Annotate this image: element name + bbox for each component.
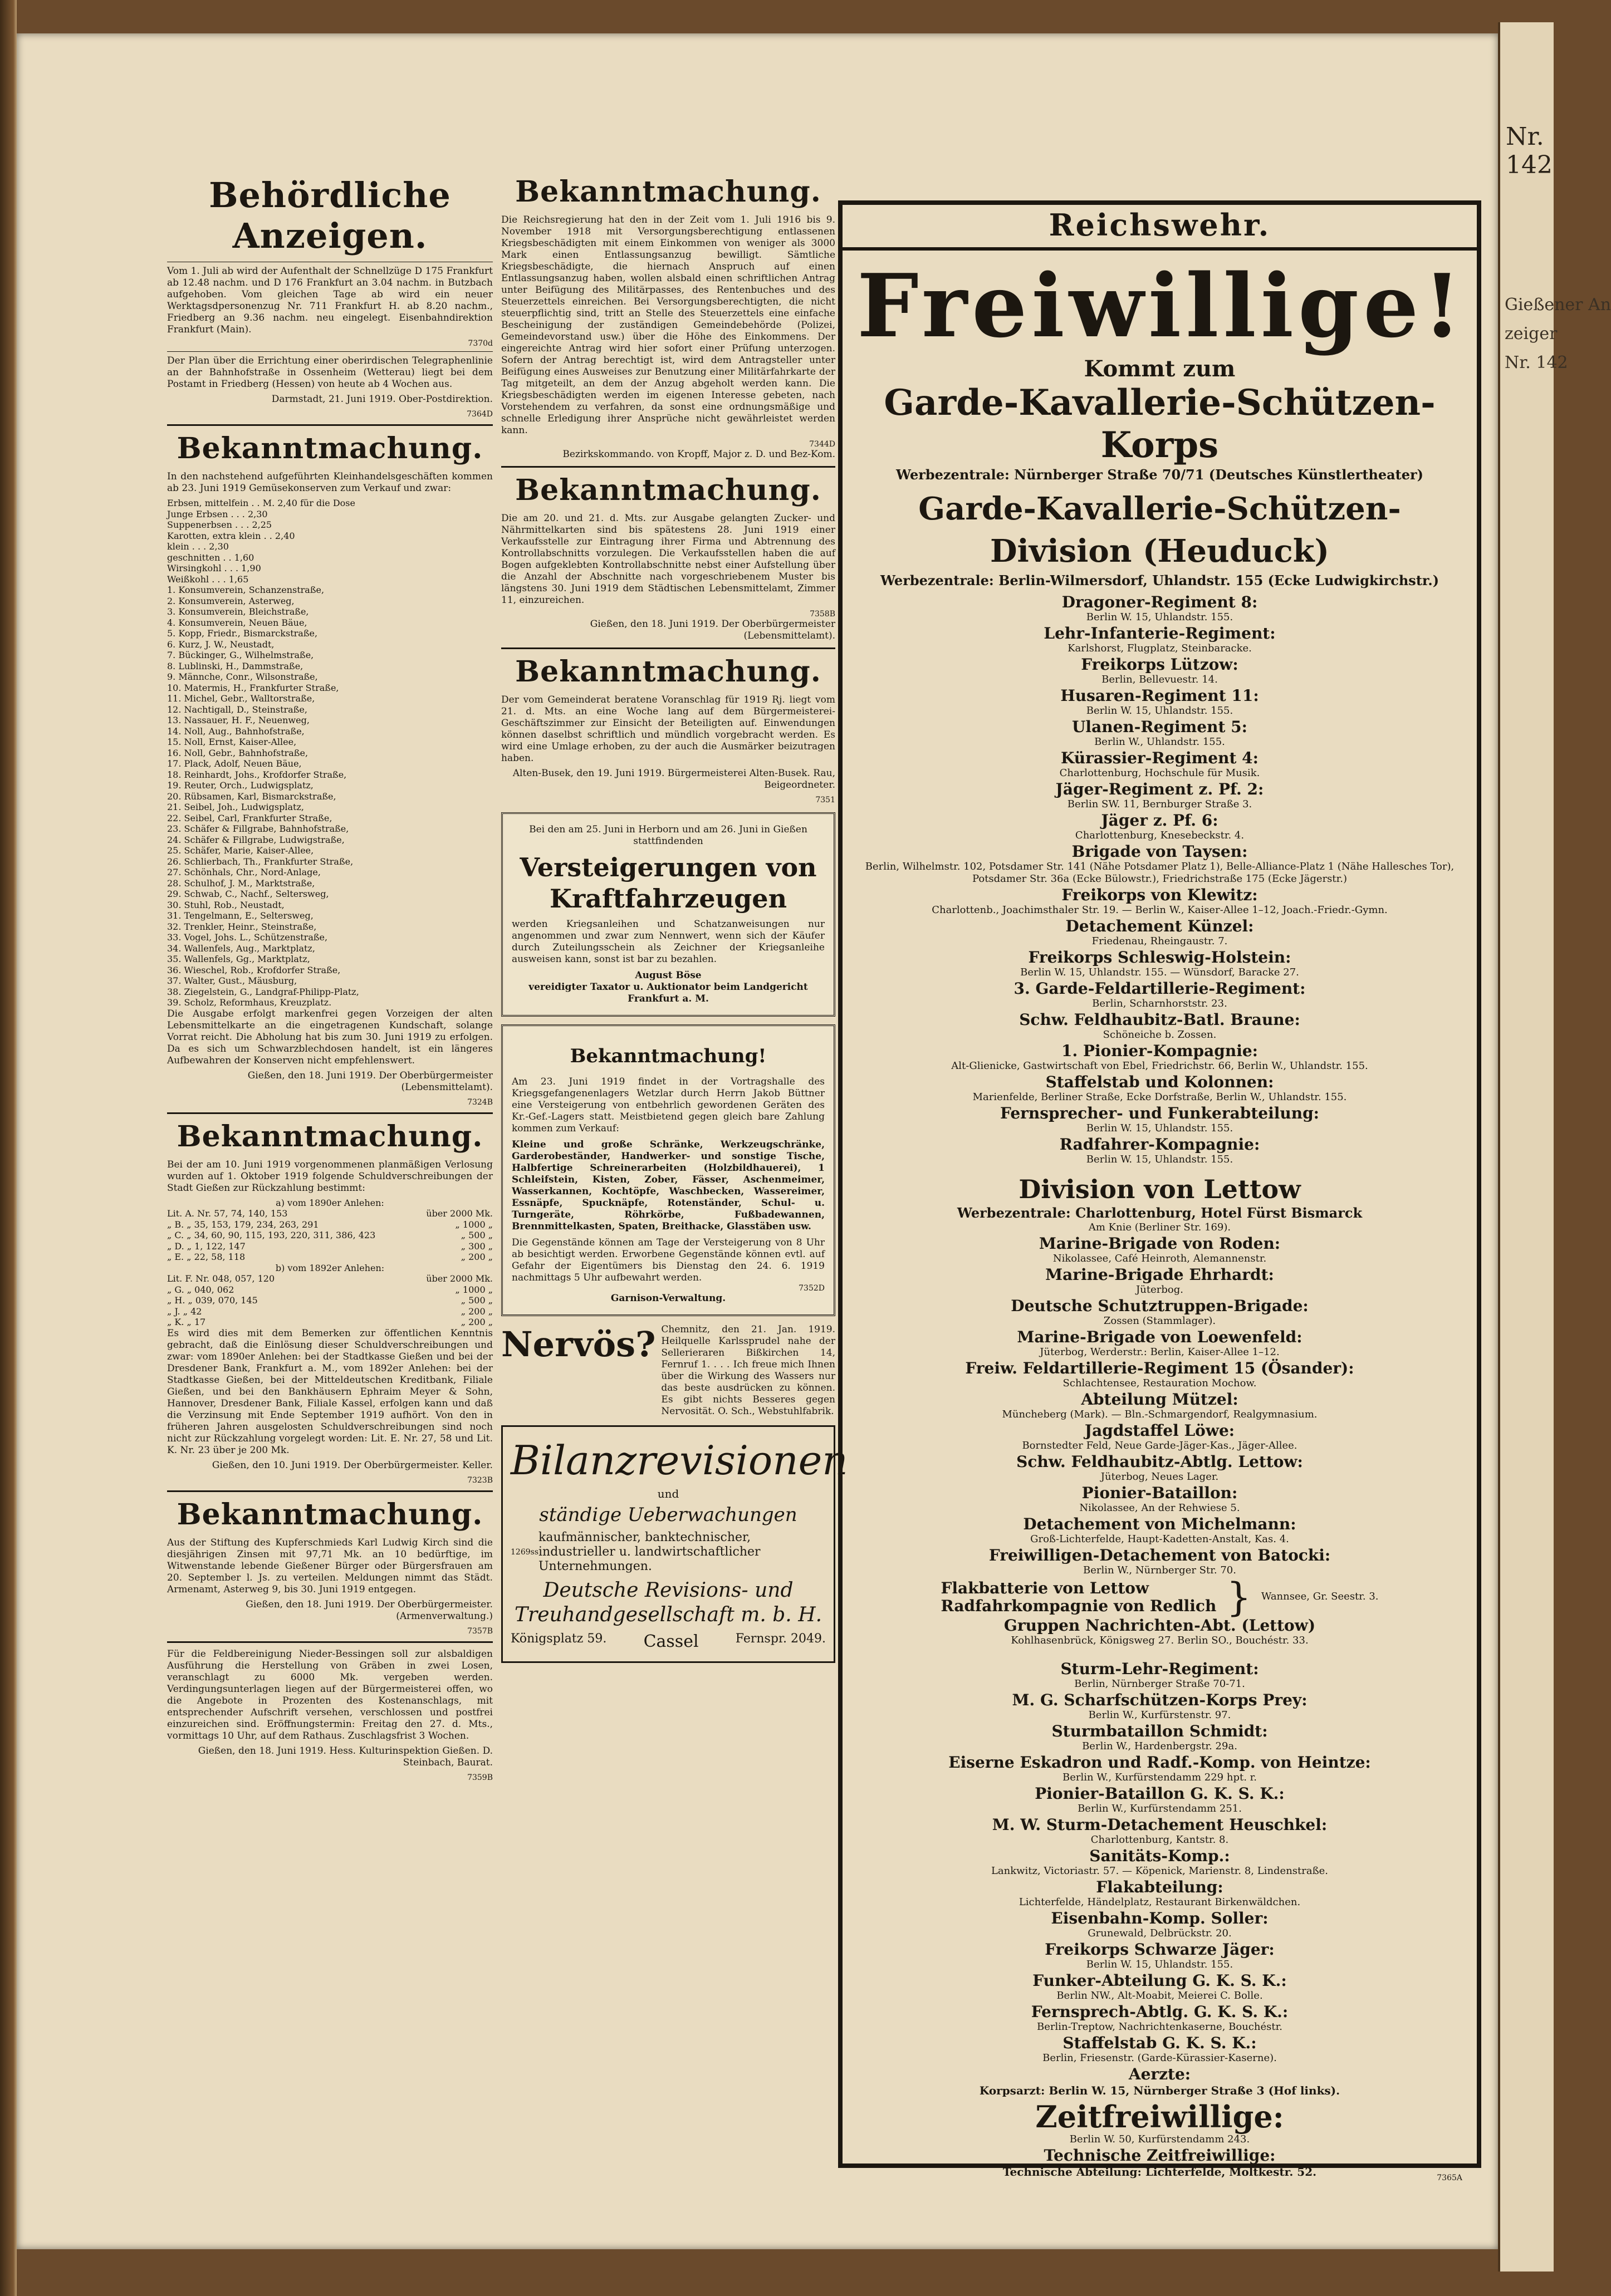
unit-address: Berlin, Friesenstr. (Garde-Kürassier-Kaserne). [1042, 2052, 1277, 2064]
unit-name: Freikorps von Klewitz: [1061, 886, 1258, 904]
reichswehr-advert [838, 200, 1481, 2182]
bond-row [167, 1230, 493, 1241]
book-binding [0, 0, 17, 2296]
unit-name: Funker-Abteilung G. K. S. K.: [1032, 1971, 1287, 1990]
notice-telegraph: Der Plan über die Errichtung einer oberirdischen Telegraphenlinie an der Bahnhofstraße in Ossenheim (Wetterau) liegt bei dem Postamt in Friedberg (Hessen) von heute ab 4 Wochen aus. [167, 355, 493, 390]
unit-name: Radfahrer-Kompagnie: [1059, 1135, 1260, 1154]
shop-row: 33. Vogel, Johs. L., Schützenstraße, [167, 932, 328, 943]
unit-address: Charlottenb., Joachimsthaler Str. 19. — Berlin W., Kaiser-Allee 1–12, Joach.-Friedr.-Gymn. [932, 904, 1388, 916]
unit-name: Marine-Brigade Ehrhardt: [1045, 1265, 1274, 1284]
product-row: Suppenerbsen . . . 2,25 [167, 519, 272, 530]
bond-value: „ 500 „ [461, 1295, 493, 1306]
shop-row: 17. Plack, Adolf, Neuen Bäue, [167, 758, 302, 769]
unit-name: Freiwilligen-Detachement von Batocki: [988, 1546, 1331, 1564]
unit-name: Deutsche Schutztruppen-Brigade: [1011, 1297, 1309, 1315]
signature: Gießen, den 18. Juni 1919. Der Oberbürgermeister (Lebensmittelamt). [590, 619, 835, 641]
shop-row: 25. Schäfer, Marie, Kaiser-Allee, [167, 845, 314, 856]
advert-title: Bekanntmachung! [570, 1045, 767, 1067]
bond-numbers: Lit. A. Nr. 57, 74, 140, 153 [167, 1208, 288, 1219]
product-row: Erbsen, mittelfein . . M. 2,40 für die Dose [167, 498, 355, 508]
advert-address: Königsplatz 59. [511, 1632, 607, 1646]
signature: Gießen, den 18. Juni 1919. Hess. Kulturinspektion Gießen. D. Steinbach, Baurat. [198, 1745, 493, 1768]
unit-address: Berlin, Nürnberger Straße 70-71. [1074, 1678, 1245, 1690]
product-row: Wirsingkohl . . . 1,90 [167, 563, 261, 573]
bond-numbers: „ D. „ 1, 122, 147 [167, 1240, 246, 1252]
bond-row [167, 1273, 493, 1284]
bond-numbers: „ J. „ 42 [167, 1306, 202, 1317]
shop-row: 13. Nassauer, H. F., Neuenweg, [167, 715, 310, 725]
unit-address: Jüterbog, Neues Lager. [1100, 1471, 1219, 1483]
notice-text: Bei der am 10. Juni 1919 vorgenommenen planmäßigen Verlosung wurden auf 1. Oktober 1919 folgende Schuldverschreibungen der Stadt Gießen zur Rückzahlung bestimmt: [167, 1159, 493, 1194]
unit-name: Technische Zeitfreiwillige: [1044, 2146, 1276, 2165]
unit-address: Berlin W., Kurfürstendamm 251. [1078, 1803, 1242, 1814]
unit-name: Ulanen-Regiment 5: [1072, 718, 1247, 736]
unit-address: Berlin W., Kurfürstendamm 229 hpt. r. [1062, 1772, 1257, 1783]
bond-row [167, 1252, 493, 1263]
advert-subtitle: ständige Ueberwachungen [539, 1504, 797, 1526]
recruiting-center: Werbezentrale: Nürnberger Straße 70/71 (Deutsches Künstlertheater) [895, 467, 1424, 483]
unit-address: Berlin SW. 11, Bernburger Straße 3. [1067, 798, 1252, 810]
shop-row: 19. Reuter, Orch., Ludwigsplatz, [167, 780, 314, 791]
unit-name: Fernsprech-Abtlg. G. K. S. K.: [1031, 2003, 1289, 2021]
advert-body: werden Kriegsanleihen und Schatzanweisungen nur angenommen und zwar zum Nennwert, wenn sich der Käufer durch Zuteilungsschein als Zeichner der Kriegsanleihe ausweisen kann, sonst ist bar zu bezahlen. [512, 919, 825, 965]
unit-address: Schlachtensee, Restauration Mochow. [1062, 1377, 1257, 1389]
unit-address: Technische Abteilung: Lichterfelde, Moltkestr. 52. [1002, 2165, 1317, 2179]
divider [167, 1490, 493, 1492]
unit-address: Berlin W. 15, Uhlandstr. 155. [1086, 705, 1233, 717]
advert-title: Nervös? [501, 1324, 656, 1365]
brace-icon: } [1226, 1574, 1251, 1620]
signature: Gießen, den 18. Juni 1919. Der Oberbürgermeister. (Armenverwaltung.) [246, 1598, 493, 1622]
shop-row: 2. Konsumverein, Asterweg, [167, 595, 295, 606]
bond-numbers: Lit. F. Nr. 048, 057, 120 [167, 1273, 275, 1284]
bond-list [167, 1273, 493, 1328]
heading-bekanntmachung: Bekanntmachung. [177, 1497, 483, 1532]
code: 7344D [809, 440, 835, 449]
advert-kommt: Kommt zum [1084, 356, 1236, 382]
unit-name: Eisenbahn-Komp. Soller: [1051, 1909, 1269, 1927]
unit-address: Groß-Lichterfelde, Haupt-Kadetten-Anstalt, Kas. 4. [1030, 1533, 1289, 1545]
shop-row: 22. Seibel, Carl, Frankfurter Straße, [167, 812, 332, 823]
signature: Gießen, den 18. Juni 1919. Der Oberbürgermeister (Lebensmittelamt). [247, 1069, 493, 1093]
column-left [167, 173, 493, 1782]
unit-name: Husaren-Regiment 11: [1060, 686, 1259, 705]
unit-address: Lichterfelde, Händelplatz, Restaurant Birkenwäldchen. [1018, 1896, 1301, 1908]
bond-value: „ 200 „ [461, 1306, 493, 1317]
code: 7358B [810, 610, 835, 619]
bond-numbers: „ B. „ 35, 153, 179, 234, 263, 291 [167, 1219, 319, 1230]
unit-name: Staffelstab G. K. S. K.: [1062, 2034, 1257, 2052]
bond-numbers: „ K. „ 17 [167, 1317, 206, 1327]
bond-numbers: „ C. „ 34, 60, 90, 115, 193, 220, 311, 386, 423 [167, 1230, 376, 1240]
code: 7370d [468, 339, 493, 348]
unit-address: Karlshorst, Flugplatz, Steinbaracke. [1068, 642, 1252, 654]
shop-row: 35. Wallenfels, Gg., Marktplatz, [167, 954, 310, 964]
advert-signature-title: vereidigter Taxator u. Auktionator beim Landgericht Frankfurt a. M. [528, 982, 808, 1004]
edge-text: Nr. 142 [1505, 353, 1568, 372]
unit-name: Sturmbataillon Schmidt: [1051, 1722, 1268, 1740]
unit-address: Zossen (Stammlager). [1103, 1315, 1216, 1327]
unit-address: Charlottenburg, Knesebeckstr. 4. [1075, 830, 1245, 841]
column-middle [501, 173, 848, 1663]
heading-bekanntmachung: Bekanntmachung. [515, 655, 821, 689]
unit-name: Abteilung Mützel: [1081, 1390, 1238, 1409]
advert-title: Reichswehr. [843, 205, 1477, 251]
advert-body: Am 23. Juni 1919 findet in der Vortragshalle des Kriegsgefangenenlagers Wetzlar durch Herrn Jakob Büttner eine Versteigerung von entbehrlich gewordenen Geräten des Kr.-Gef.-Lagers statt. Meistbietend gegen gleich bare Zahlung kommen zum Verkauf: [512, 1076, 825, 1134]
unit-name: Schw. Feldhaubitz-Batl. Braune: [1019, 1010, 1300, 1029]
bond-numbers: „ H. „ 039, 070, 145 [167, 1295, 258, 1306]
unit-address: Berlin W., Nürnberger Str. 70. [1083, 1564, 1236, 1576]
unit-list [857, 1660, 1462, 2064]
shop-row: 4. Konsumverein, Neuen Bäue, [167, 617, 307, 628]
advert-auction-vehicles [501, 812, 835, 1017]
advert-und: und [657, 1487, 679, 1500]
bond-value: über 2000 Mk. [426, 1208, 493, 1219]
bond-value: über 2000 Mk. [426, 1273, 493, 1284]
division-name: Division von Lettow [1018, 1174, 1301, 1204]
unit-address: Berlin, Bellevuestr. 14. [1101, 674, 1218, 685]
heading-bekanntmachung: Bekanntmachung. [515, 473, 821, 507]
advert-items: Kleine und große Schränke, Werkzeugschränke, Garderobeständer, Handwerker- und sonstige Tische, Halbfertige Schreinerarbeiten (Holzbildhauerei), 1 Schleifstein, Kisten, Zober, Fässer, Aschenmeimer, Wasserkannen, Kochtöpfe, Waschbecken, Wassereimer, Essnäpfe, Spucknäpfe, Rotenständer, Schul- u. Turngeräte, Röhrkörbe, Fußbadewannen, Brennmittelkasten, Spaten, Breithacke, Glasstäben usw. [512, 1139, 825, 1232]
bond-row [167, 1295, 493, 1306]
unit-name: Pionier-Bataillon G. K. S. K.: [1035, 1784, 1285, 1803]
unit-name: Marine-Brigade von Loewenfeld: [1017, 1328, 1302, 1346]
notice-text: Die Ausgabe erfolgt markenfrei gegen Vorzeigen der alten Lebensmittelkarte an die eingetragenen Kundschaft, solange Vorrat reicht. Die Abholung hat bis zum 30. Juni 1919 zu erfolgen. Da es sich um Schwarzblechdosen handelt, ist ein längeres Aufbewahren der Konserven nicht empfehlenswert. [167, 1008, 493, 1066]
unit-address: Am Knie (Berliner Str. 169). [1088, 1221, 1231, 1233]
advert-title: Versteigerungen von Kraftfahrzeugen [520, 852, 817, 914]
unit-name: Radfahrkompagnie von Redlich [941, 1597, 1217, 1615]
unit-address: Jüterbog, Werderstr.: Berlin, Kaiser-Allee 1–12. [1040, 1346, 1280, 1358]
unit-name: Flakabteilung: [1096, 1878, 1223, 1896]
unit-address: Berlin W. 50, Kurfürstendamm 243. [1069, 2133, 1250, 2145]
bond-value: „ 1000 „ [455, 1284, 493, 1295]
unit-name: Kürassier-Regiment 4: [1061, 749, 1259, 767]
unit-address: Nikolassee, An der Rehwiese 5. [1079, 1502, 1240, 1514]
product-row: geschnitten . . 1,60 [167, 552, 254, 563]
advert-description: kaufmännischer, banktechnischer, industrieller u. landwirtschaftlicher Unternehmungen. [538, 1530, 761, 1573]
bond-value: „ 300 „ [461, 1240, 493, 1252]
notice-text: Aus der Stiftung des Kupferschmieds Karl Ludwig Kirch sind die diesjährigen Zinsen mit 97,71 Mk. an 10 bedürftige, im Witwenstande lebende Gießener Bürger oder Bürgersfrauen am 20. September l. Js. zu verteilen. Meldungen nimmt das Städt. Armenamt, Asterweg 9, bis 30. Juni 1919 entgegen. [167, 1537, 493, 1595]
code: 7359B [467, 1773, 493, 1782]
shop-row: 14. Noll, Aug., Bahnhofstraße, [167, 725, 305, 737]
shop-row: 23. Schäfer & Fillgrabe, Bahnhofstraße, [167, 823, 349, 834]
divider [167, 1641, 493, 1643]
column-right [838, 200, 1481, 2182]
zeitfreiwillige-heading: Zeitfreiwillige: [1035, 2099, 1284, 2135]
shop-row: 29. Schwab, C., Nachf., Seltersweg, [167, 889, 329, 899]
shop-row: 28. Schulhof, J. M., Marktstraße, [167, 877, 315, 889]
advert-tail: Die Gegenstände können am Tage der Versteigerung von 8 Uhr ab besichtigt werden. Erworbene Gegenstände können evtl. auf Gefahr der Eigentümers bis Dienstag den 24. 6. 1919 nachmittags 5 Uhr aufbewahrt werden. [512, 1237, 825, 1283]
unit-list [857, 1235, 1462, 1577]
unit-address: Berlin W., Kurfürstenstr. 97. [1088, 1709, 1231, 1721]
shop-row: 34. Wallenfels, Aug., Marktplatz, [167, 943, 315, 954]
notice-text: Der vom Gemeinderat beratene Voranschlag für 1919 Rj. liegt vom 21. d. Mts. an eine Woche lang auf dem Bürgermeisterei-Geschäftszimmer zur Einsicht der Beteiligten auf. Einwendungen können daselbst schriftlich und mündlich vorgebracht werden. Es wird eine Umlage erhoben, zu der auch die Ausmärker beizutragen haben. [501, 694, 835, 764]
product-list [167, 498, 493, 585]
unit-name: Aerzte: [1128, 2065, 1191, 2083]
shop-row: 16. Noll, Gebr., Bahnhofstraße, [167, 747, 309, 758]
unit-address: Kohlhasenbrück, Königsweg 27. Berlin SO., Bouchéstr. 33. [1011, 1635, 1309, 1646]
shop-row: 8. Lublinski, H., Dammstraße, [167, 660, 303, 671]
signature: Alten-Busek, den 19. Juni 1919. Bürgermeisterei Alten-Busek. Rau, Beigeordneter. [512, 768, 835, 791]
unit-address: Berlin W., Uhlandstr. 155. [1094, 736, 1225, 748]
unit-address: Lankwitz, Victoriastr. 57. — Köpenick, Marienstr. 8, Lindenstraße. [991, 1865, 1329, 1877]
unit-address: Müncheberg (Mark). — Bln.-Schmargendorf, Realgymnasium. [1002, 1409, 1318, 1420]
bond-row [167, 1284, 493, 1296]
unit-name: Freiw. Feldartillerie-Regiment 15 (Ösander): [965, 1359, 1354, 1377]
code: 7365A [1437, 2174, 1462, 2182]
unit-name: Pionier-Bataillon: [1081, 1484, 1238, 1502]
unit-address: Berlin W., Hardenbergstr. 29a. [1082, 1740, 1237, 1752]
recruiting-center: Werbezentrale: Charlottenburg, Hotel Fürst Bismarck [957, 1205, 1363, 1221]
unit-address: Berlin, Wilhelmstr. 102, Potsdamer Str. 141 (Nähe Potsdamer Platz 1), Belle-Alliance-Platz 1 (Nähe Hallesches Tor), Potsdamer Str. 36a (Ecke Bülowstr.), Friedrichstraße 175 (Ecke Jägerstr.) [865, 861, 1455, 885]
unit-address: Berlin, Scharnhorststr. 23. [1092, 998, 1227, 1009]
bond-list [167, 1208, 493, 1263]
divider [167, 1112, 493, 1114]
signature: Bezirkskommando. von Kropff, Major z. D. und Bez-Kom. [562, 449, 835, 460]
bond-row [167, 1317, 493, 1328]
unit-address: Alt-Glienicke, Gastwirtschaft von Ebel, Friedrichstr. 66, Berlin W., Uhlandstr. 155. [951, 1060, 1368, 1072]
unit-address: Berlin W. 15, Uhlandstr. 155. [1086, 1959, 1233, 1970]
shop-row: 18. Reinhardt, Johs., Krofdorfer Straße, [167, 769, 347, 780]
unit-name: Flakbatterie von Lettow [941, 1579, 1149, 1597]
shop-row: 10. Matermis, H., Frankfurter Straße, [167, 682, 339, 693]
shop-list [167, 585, 493, 1008]
heading-bekanntmachung: Bekanntmachung. [177, 431, 483, 465]
shop-row: 12. Nachtigall, D., Steinstraße, [167, 704, 307, 715]
unit-name: Marine-Brigade von Roden: [1039, 1234, 1281, 1253]
advert-firm: Deutsche Revisions- und Treuhandgesellschaft m. b. H. [514, 1579, 822, 1626]
unit-name: Freikorps Schleswig-Holstein: [1028, 948, 1291, 967]
code: 7357B [467, 1626, 493, 1636]
unit-address: Grunewald, Delbrückstr. 20. [1088, 1927, 1232, 1939]
shop-row: 37. Walter, Gust., Mäusburg, [167, 975, 297, 986]
advert-intro: Bei den am 25. Juni in Herborn und am 26. Juni in Gießen stattfindenden [529, 824, 807, 847]
code: 7324B [467, 1097, 493, 1107]
signature: Gießen, den 10. Juni 1919. Der Oberbürgermeister. Keller. [212, 1459, 493, 1471]
unit-address: Berlin W. 15, Uhlandstr. 155. [1086, 1154, 1233, 1165]
bond-row [167, 1241, 493, 1252]
bond-numbers: „ E. „ 22, 58, 118 [167, 1252, 246, 1262]
advert-nervos [501, 1324, 835, 1417]
notice-text: Für die Feldbereinigung Nieder-Bessingen soll zur alsbaldigen Ausführung die Herstellung von Gräben in zwei Losen, veranschlagt zu 6000 Mk. vergeben werden. Verdingungsunterlagen liegen auf der Bürgermeisterei offen, wo die Angebote in Prozenten des Kostenanschlags, mit entsprechender Aufschrift versehen, verschlossen und postfrei einzureichen sind. Eröffnungstermin: Freitag den 27. d. Mts., vormittags 10 Uhr, auf dem Rathaus. Zuschlagsfrist 3 Wochen. [167, 1648, 493, 1741]
bond-numbers: „ G. „ 040, 062 [167, 1284, 234, 1295]
recruiting-center: Werbezentrale: Berlin-Wilmersdorf, Uhlandstr. 155 (Ecke Ludwigkirchstr.) [880, 572, 1439, 588]
unit-name: Jagdstaffel Löwe: [1084, 1421, 1235, 1440]
shop-row: 24. Schäfer & Fillgrabe, Ludwigstraße, [167, 834, 345, 845]
shop-row: 38. Ziegelstein, G., Landgraf-Philipp-Platz, [167, 986, 359, 997]
unit-name: 3. Garde-Feldartillerie-Regiment: [1013, 979, 1306, 998]
code: 7364D [467, 410, 493, 419]
newspaper-page [17, 33, 1498, 2249]
bond-row [167, 1208, 493, 1219]
product-row: klein . . . 2,30 [167, 541, 229, 552]
bond-row [167, 1219, 493, 1230]
code: 7351 [815, 796, 835, 804]
heading-authority-notices: Behördliche Anzeigen. [209, 175, 451, 256]
unit-list [857, 593, 1462, 1166]
unit-name: 1. Pionier-Kompagnie: [1061, 1042, 1258, 1060]
unit-name: Freikorps Lützow: [1081, 655, 1238, 674]
unit-name: Gruppen Nachrichten-Abt. (Lettow) [1003, 1616, 1316, 1635]
code: 7352D [799, 1284, 825, 1293]
corps-name: Garde-Kavallerie-Schützen-Korps [884, 382, 1436, 466]
edge-text: Gießener An [1505, 295, 1611, 315]
page-number: Nr. 142 [1506, 122, 1553, 179]
advert-signature: Garnison-Verwaltung. [610, 1293, 726, 1304]
unit-address: Charlottenburg, Hochschule für Musik. [1059, 767, 1260, 779]
shop-row: 21. Seibel, Joh., Ludwigsplatz, [167, 802, 304, 812]
edge-text: zeiger [1505, 324, 1558, 344]
subheading: b) vom 1892er Anlehen: [275, 1262, 385, 1273]
shop-row: 6. Kurz, J. W., Neustadt, [167, 639, 275, 650]
notice-text: Die am 20. und 21. d. Mts. zur Ausgabe gelangten Zucker- und Nährmittelkarten sind bis spätestens 28. Juni 1919 einer Verkaufsstelle zur Eintragung ihrer Firma und Abtrennung des Kontrollabschnitts vorzulegen. Die Verkaufsstellen haben die auf Bogen aufgeklebten Kontrollabschnitte nebst einer Aufstellung über die Anzahl der Abschnitte nach vorgeschriebenem Muster bis längstens 30. Juni 1919 dem Städtischen Lebensmittelamt, Zimmer 11, einzureichen. [501, 513, 835, 606]
advert-auction-wetzlar [501, 1024, 835, 1316]
advert-title: Bilanzrevisionen [511, 1437, 848, 1484]
code: 7323B [467, 1475, 493, 1485]
unit-address: Berlin W. 15, Uhlandstr. 155. [1086, 611, 1233, 623]
unit-address: Nikolassee, Café Heinroth, Alemannenstr. [1052, 1253, 1267, 1264]
unit-name: Dragoner-Regiment 8: [1061, 593, 1258, 611]
advert-bilanzrevisionen [501, 1425, 848, 1663]
bond-value: „ 1000 „ [455, 1219, 493, 1230]
unit-name: M. W. Sturm-Detachement Heuschkel: [992, 1816, 1328, 1834]
shop-row: 15. Noll, Ernst, Kaiser-Allee, [167, 737, 297, 747]
unit-address: Jüterbog. [1136, 1284, 1183, 1296]
shop-row: 1. Konsumverein, Schanzenstraße, [167, 585, 325, 595]
unit-name: M. G. Scharfschützen-Korps Prey: [1012, 1691, 1308, 1709]
unit-address: Berlin W. 15, Uhlandstr. 155. — Wünsdorf, Baracke 27. [1020, 967, 1299, 978]
shop-row: 3. Konsumverein, Bleichstraße, [167, 606, 309, 617]
unit-name: Jäger z. Pf. 6: [1101, 811, 1218, 830]
unit-address: Wannsee, Gr. Seestr. 3. [1261, 1591, 1379, 1602]
advert-city: Cassel [643, 1632, 699, 1651]
bond-row [167, 1306, 493, 1317]
shop-row: 30. Stuhl, Rob., Neustadt, [167, 899, 285, 910]
unit-name: Sturm-Lehr-Regiment: [1060, 1660, 1259, 1678]
heading-bekanntmachung: Bekanntmachung. [515, 175, 821, 209]
unit-name: Jäger-Regiment z. Pf. 2: [1055, 780, 1264, 798]
shop-row: 36. Wieschel, Rob., Krofdorfer Straße, [167, 964, 341, 975]
divider [501, 466, 835, 468]
shop-row: 32. Trenkler, Heinr., Steinstraße, [167, 921, 317, 932]
shop-row: 11. Michel, Gebr., Walltorstraße, [167, 693, 315, 704]
advert-signature: August Böse [635, 970, 702, 981]
shop-row: 9. Männche, Conr., Wilsonstraße, [167, 671, 318, 682]
advert-headline: Freiwillige! [857, 255, 1466, 357]
unit-name: Brigade von Taysen: [1071, 842, 1248, 861]
signature: Darmstadt, 21. Juni 1919. Ober-Postdirektion. [271, 394, 493, 405]
divider [501, 647, 835, 649]
unit-address: Berlin W. 15, Uhlandstr. 155. [1086, 1122, 1233, 1134]
advert-body: Chemnitz, den 21. Jan. 1919. Heilquelle Karlssprudel nahe der Sellerieraren Bißkirchen 14, Fernruf 1. . . . Ich freue mich Ihnen über die Wirkung des Wassers nur das beste ausdrücken zu können. Es gibt nichts Besseres gegen Nervosität. O. Sch., Webstuhlfabrik. [661, 1324, 835, 1417]
bond-value: „ 500 „ [461, 1230, 493, 1240]
shop-row: 5. Kopp, Friedr., Bismarckstraße, [167, 628, 318, 639]
notice-text: In den nachstehend aufgeführten Kleinhandelsgeschäften kommen ab 23. Juni 1919 Gemüsekonserven zum Verkauf und zwar: [167, 471, 493, 494]
product-row: Weißkohl . . . 1,65 [167, 573, 249, 585]
bond-value: „ 200 „ [461, 1252, 493, 1262]
unit-name: Lehr-Infanterie-Regiment: [1044, 624, 1276, 642]
notice-text: Die Reichsregierung hat den in der Zeit vom 1. Juli 1916 bis 9. November 1918 mit Versorgungsberechtigung entlassenen Kriegsbeschädigten mit einem Einkommen von weniger als 3000 Mark einen Entlassungsanzug bewilligt. Sämtliche Kriegsbeschädigte, die hiernach Anspruch auf einen Entlassungsanzug haben, wollen alsbald einen schriftlichen Antrag unter Beifügung des Militärpasses, des Rentenbuches und des Steuerzettels einreichen. Bei Versorgungsberechtigten, die nicht steuerpflichtig sind, tritt an Stelle des Steuerzettels eine einfache Bescheinigung der zuständigen Gemeindebehörde (Polizei, Gemeindevorstand usw.) über die Höhe des Einkommens. Der eingereichte Antrag wird hier sofort einer Prüfung unterzogen. Sofern der Antrag berechtigt ist, wird dem Antragsteller unter Beifügung eines Ausweises zur Benutzung einer Militärfahrkarte der Tag mitgeteilt, an dem der Anzug abgeholt werden kann. Die Kriegsbeschädigten werden im eigenen Interesse gebeten, nach Vorstehendem zu verfahren, da sonst eine ordnungsmäßige und schnelle Erledigung ihrer Ansprüche nicht gewährleistet werden kann. [501, 214, 835, 436]
product-row: Karotten, extra klein . . 2,40 [167, 530, 295, 541]
unit-address: Schöneiche b. Zossen. [1103, 1029, 1217, 1041]
subheading: a) vom 1890er Anlehen: [276, 1197, 384, 1208]
shop-row: 26. Schlierbach, Th., Frankfurter Straße, [167, 856, 354, 867]
shop-row: 20. Rübsamen, Karl, Bismarckstraße, [167, 791, 336, 802]
advert-phone: Fernspr. 2049. [735, 1632, 826, 1646]
divider [167, 424, 493, 426]
unit-name: Detachement Künzel: [1065, 917, 1254, 935]
unit-address: Berlin NW., Alt-Moabit, Meierei C. Bolle. [1056, 1990, 1263, 2001]
shop-row: 31. Tengelmann, E., Seltersweg, [167, 910, 314, 921]
notice-train: Vom 1. Juli ab wird der Aufenthalt der Schnellzüge D 175 Frankfurt ab 12.48 nachm. und D 176 Frankfurt an 3.04 nachm. in Butzbach aufgehoben. Vom gleichen Tage ab wird ein neuer Werktagsdpersonenzug Nr. 711 Frankfurt H. ab 8.20 nachm., Friedberg an 9.36 nachm. neu eingelegt. Eisenbahndirektion Frankfurt (Main). [167, 266, 493, 335]
unit-address: Berlin-Treptow, Nachrichtenkaserne, Bouchéstr. [1037, 2021, 1282, 2033]
shop-row: 39. Scholz, Reformhaus, Kreuzplatz. [167, 997, 332, 1008]
product-row: Junge Erbsen . . . 2,30 [167, 508, 268, 519]
division-name: Garde-Kavallerie-Schützen-Division (Heuduck) [918, 490, 1401, 570]
notice-text: Es wird dies mit dem Bemerken zur öffentlichen Kenntnis gebracht, daß die Einlösung dieser Schuldverschreibungen und zwar: vom 1890er Anlehen: bei der Stadtkasse Gießen und bei der Dresdener Bank, Frankfurt a. M., vom 1892er Anlehen: bei der Stadtkasse Gießen, bei der Mitteldeutschen Kreditbank, Filiale Gießen, und bei den Bankhäusern Ephraim Meyer & Sohn, Hannover, Dresdener Bank, Filiale Kassel, erfolgen kann und daß die Verzinsung mit Ende September 1919 aufhört. Von den in früheren Jahren ausgelosten Schuldverschreibungen sind noch nicht zur Rückzahlung vorgelegt worden: Lit. E. Nr. 27, 58 und Lit. K. Nr. 23 über je 200 Mk. [167, 1327, 493, 1456]
unit-name: Freikorps Schwarze Jäger: [1045, 1940, 1275, 1959]
unit-name: Schw. Feldhaubitz-Abtlg. Lettow: [1016, 1453, 1303, 1471]
heading-bekanntmachung: Bekanntmachung. [177, 1119, 483, 1154]
unit-address: Korpsarzt: Berlin W. 15, Nürnberger Straße 3 (Hof links). [979, 2084, 1340, 2097]
unit-address: Marienfelde, Berliner Straße, Ecke Dorfstraße, Berlin W., Uhlandstr. 155. [972, 1091, 1347, 1103]
code: 1269ss [511, 1548, 538, 1557]
unit-brace-group [857, 1574, 1462, 1620]
unit-address: Friedenau, Rheingaustr. 7. [1091, 935, 1228, 947]
shop-row: 27. Schönhals, Chr., Nord-Anlage, [167, 867, 321, 877]
unit-name: Eiserne Eskadron und Radf.-Komp. von Heintze: [948, 1753, 1371, 1772]
bond-value: „ 200 „ [461, 1317, 493, 1327]
shop-row: 7. Bückinger, G., Wilhelmstraße, [167, 650, 314, 660]
unit-name: Detachement von Michelmann: [1023, 1515, 1296, 1533]
unit-name: Staffelstab und Kolonnen: [1045, 1073, 1274, 1091]
unit-address: Charlottenburg, Kantstr. 8. [1090, 1834, 1229, 1846]
unit-address: Bornstedter Feld, Neue Garde-Jäger-Kas., Jäger-Allee. [1022, 1440, 1297, 1451]
unit-name: Fernsprecher- und Funkerabteilung: [1000, 1104, 1319, 1122]
divider [167, 351, 493, 352]
unit-name: Sanitäts-Komp.: [1089, 1847, 1230, 1865]
next-page-edge [1498, 22, 1611, 2272]
unit-list [857, 1617, 1462, 1647]
